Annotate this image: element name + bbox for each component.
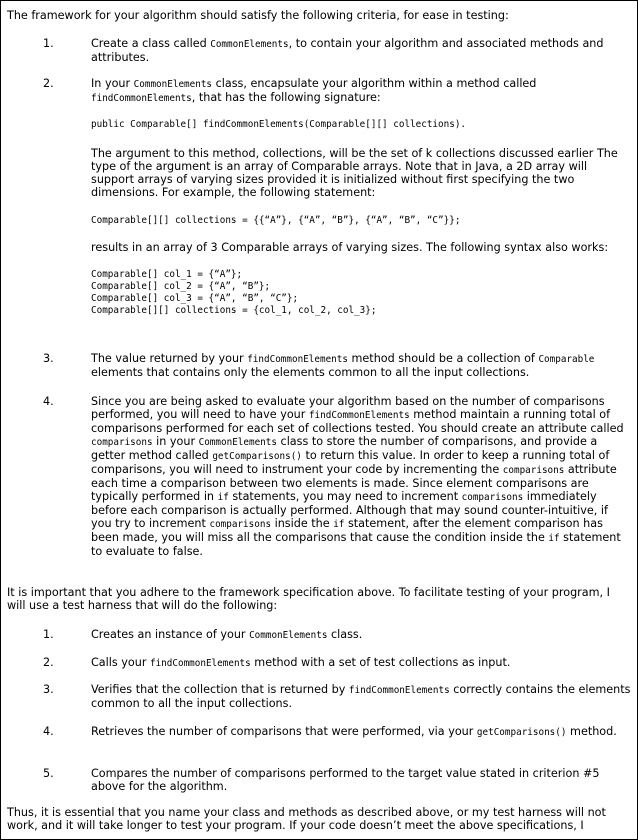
harness-step-3-number: 3.: [43, 683, 54, 696]
criterion-2-text: [91, 77, 631, 105]
criterion-3-text: [91, 352, 631, 379]
harness-step-1-number: 1.: [43, 628, 54, 641]
harness-step-5-text: Compares the number of comparisons performed to the target value stated in criterion #5 above for the algorithm.: [91, 767, 600, 793]
harness-step-3-text-a: Verifies that the collection that is returned by: [91, 683, 349, 696]
harness-step-4-number: 4.: [43, 725, 54, 738]
criterion-1-number: 1.: [43, 37, 54, 50]
criterion-2-text-c: , that has the following signature:: [191, 91, 381, 104]
criterion-4-number: 4.: [43, 395, 54, 408]
code-if: if: [333, 519, 345, 530]
harness-step-4-text: [91, 725, 631, 739]
code-commonelements: CommonElements: [210, 39, 289, 50]
code-if: if: [217, 492, 229, 503]
code-findcommonelements: findCommonElements: [149, 658, 251, 669]
criterion-1-text-a: Create a class called: [91, 37, 211, 50]
harness-step-2-text-b: method with a set of test collections as input.: [250, 656, 511, 669]
code-getcomparisons: getComparisons(): [212, 451, 302, 462]
criterion-4-text: statement to evaluate to false.: [91, 531, 621, 558]
criterion-4-text: in your: [152, 435, 199, 448]
code-line: Comparable[] col_1 = {“A”};: [91, 269, 243, 280]
harness-step-3-text: [91, 683, 631, 710]
harness-step-1-text-b: class.: [327, 628, 363, 641]
criterion-4-text: class to store the number of comparisons, and provide a getter method called: [91, 435, 598, 462]
criterion-1-text-b: , to contain your algorithm and associated methods and attributes.: [91, 37, 604, 64]
criterion-3-text-c: elements that contains only the elements common to all the input collections.: [91, 366, 530, 379]
harness-step-2-text-a: Calls your: [91, 656, 150, 669]
code-comparisons: comparisons: [502, 465, 565, 476]
method-signature-code: public Comparable[] findCommonElements(Comparable[][] collections).: [91, 119, 467, 130]
criterion-4-text: inside the: [271, 517, 334, 530]
code-findcommonelements: findCommonElements: [308, 410, 410, 421]
criterion-4-text: statement, after the element comparison has been made, you will miss all the comparisons that cause the condition inside the: [91, 517, 603, 544]
criterion-3-number: 3.: [43, 352, 54, 365]
code-findcommonelements: findCommonElements: [91, 93, 192, 104]
results-paragraph: results in an array of 3 Comparable arrays of varying sizes. The following syntax also works:: [91, 241, 609, 254]
criterion-3-text-a: The value returned by your: [91, 352, 248, 365]
criterion-2-number: 2.: [43, 77, 54, 90]
criterion-4-text: [91, 395, 631, 558]
harness-step-3-text-b: correctly contains the elements common to all the input collections.: [91, 683, 631, 710]
criterion-4-text: method maintain a running total of comparisons performed for each set of collections tested. You should create an attribute called: [91, 408, 624, 435]
importance-paragraph: It is important that you adhere to the framework specification above. To facilitate testing of your program, I will use a test harness that will do the following:: [7, 586, 610, 612]
code-line: Comparable[] col_3 = {“A”, “B”, “C”};: [91, 293, 299, 304]
intro-paragraph: The framework for your algorithm should satisfy the following criteria, for ease in testing:: [7, 9, 509, 22]
harness-step-2-text: [91, 656, 631, 670]
criterion-1-text: [91, 37, 631, 64]
code-findcommonelements: findCommonElements: [348, 685, 450, 696]
criterion-4-text: immediately before each comparison is actually performed. Although that may sound counter-intuitive, if you try to increment: [91, 490, 608, 530]
code-block: [91, 269, 631, 317]
harness-step-5-number: 5.: [43, 767, 54, 780]
code-if: if: [548, 533, 560, 544]
code-commonelements: CommonElements: [133, 79, 213, 90]
code-commonelements: CommonElements: [198, 437, 277, 448]
criterion-2-text-b: class, encapsulate your algorithm within a method called: [212, 77, 537, 90]
code-findcommonelements: findCommonElements: [247, 354, 348, 365]
harness-step-2-number: 2.: [43, 656, 54, 669]
code-line: Comparable[] col_2 = {“A”, “B”};: [91, 281, 271, 292]
harness-step-4-text-a: Retrieves the number of comparisons that were performed, via your: [91, 725, 477, 738]
code-comparable: Comparable: [538, 354, 595, 365]
criterion-4-text: attribute each time a comparison between two elements is made. Since element comparisons are typically performed in: [91, 463, 617, 503]
criterion-4-text: to return this value. In order to keep a running total of comparisons, you will need to instrument your code by incrementing the: [91, 449, 610, 476]
code-line: Comparable[][] collections = {col_1, col_2, col_3};: [91, 305, 377, 316]
harness-step-1-text: [91, 628, 631, 642]
closing-paragraph: Thus, it is essential that you name your class and methods as described above, or my test harness will not work, and it will take longer to test your program. If your code doesn’t meet the above specifications, I: [7, 806, 606, 832]
code-commonelements: CommonElements: [249, 630, 328, 641]
criterion-4-text: statements, you may need to increment: [228, 490, 462, 503]
harness-step-1-text-a: Creates an instance of your: [91, 628, 250, 641]
argument-paragraph: The argument to this method, collections, will be the set of k collections discussed earlier The type of the argument is an array of Comparable arrays. Note that in Java, a 2D array will support arrays of varying sizes provided it is initialized without first specifying the two dimensions. For example, the following statement:: [91, 147, 618, 199]
code-comparisons: comparisons: [461, 492, 524, 503]
code-getcomparisons: getComparisons(): [476, 727, 567, 738]
code-comparisons: comparisons: [91, 437, 153, 448]
criterion-2-text-a: In your: [91, 77, 134, 90]
collections-declaration-code: Comparable[][] collections = {{“A”}, {“A”, “B”}, {“A”, “B”, “C”}};: [91, 215, 461, 226]
code-comparisons: comparisons: [209, 519, 272, 530]
harness-step-4-text-b: method.: [566, 725, 617, 738]
criterion-4-text: Since you are being asked to evaluate your algorithm based on the number of comparisons performed, you will need to have your: [91, 395, 605, 421]
criterion-3-text-b: method should be a collection of: [347, 352, 539, 365]
